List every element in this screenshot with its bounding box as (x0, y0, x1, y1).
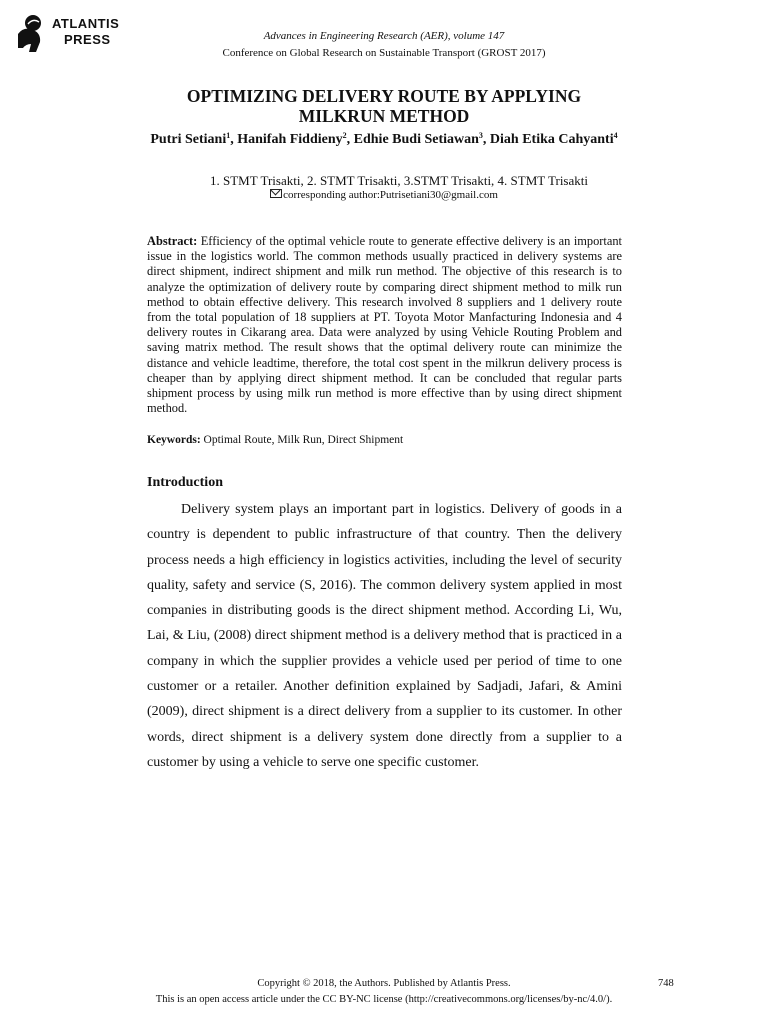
series-header: Advances in Engineering Research (AER), volume 147 (263, 30, 505, 42)
publisher-logo[interactable] (14, 14, 124, 58)
affiliations: 1. STMT Trisakti, 2. STMT Trisakti, 3.STMT Trisakti, 4. STMT Trisakti (210, 173, 588, 188)
abstract-label: Abstract: (147, 234, 198, 248)
paper-title: OPTIMIZING DELIVERY ROUTE BY APPLYING MILKRUN METHOD (186, 86, 582, 126)
envelope-icon (270, 189, 282, 198)
author-name: Putri Setiani (150, 132, 227, 147)
corresponding-email[interactable]: corresponding author:Putrisetiani30@gmail.com (150, 189, 618, 201)
section-heading-introduction: Introduction (147, 475, 223, 490)
keywords-text: Optimal Route, Milk Run, Direct Shipment (203, 434, 404, 446)
publisher-logo-text: ATLANTIS PRESS (52, 16, 120, 47)
introduction-paragraph: Delivery system plays an important part in logistics. Delivery of goods in a country is dependent to public infrastructure of that country. Then the delivery process needs a high efficiency in logistics activities, including the level of security quality, safety and service (S, 2016). The common delivery system applied in most companies in distributing goods is the direct shipment method. According Li, Wu, Lai, & Liu, (2008) direct shipment method is a delivery method that is practiced in a company in which the supplier provides a vehicle used per period of time to one customer or a retailer. Another definition explained by Sadjadi, Jafari, & Amini (2009), direct shipment is a direct delivery from a supplier to its customer. In other words, direct shipment is a delivery system done directly from a supplier to a customer by using a vehicle to serve one specific customer. (147, 502, 622, 770)
atlas-figure-icon (14, 14, 48, 54)
copyright-notice: Copyright © 2018, the Authors. Published by Atlantis Press. (257, 978, 511, 989)
keywords-label: Keywords: (147, 434, 201, 446)
author-name: Edhie Budi Setiawan (353, 132, 479, 147)
keywords (147, 433, 622, 447)
license-notice[interactable]: This is an open access article under the CC BY-NC license (http://creativecommons.org/licenses/by-nc/4.0/). (155, 994, 613, 1005)
abstract-text: Efficiency of the optimal vehicle route to generate effective delivery is an important issue in the logistics world. The common methods usually practiced in delivery systems are direct shipment, indirect shipment and milk run method. The objective of this research is to analyze the optimization of delivery route by comparing direct shipment method to milk run method to obtain effective delivery. This research involved 8 suppliers and 1 delivery route from the total population of 18 suppliers at PT. Toyota Motor Manfacturing Indonesia and 4 delivery routes in Cikarang area. Data were analyzed by using Vehicle Routing Problem and saving matrix method. The result shows that the optimal delivery route can minimize the distance and vehicle leadtime, therefore, the total cost spent in the milkrun delivery process is cheaper than by applying direct shipment method. It can be concluded that regular parts shipment process by using milk run method is more effective than by using direct shipment method. (147, 234, 622, 416)
page-number: 748 (658, 978, 674, 989)
author-name: Diah Etika Cahyanti (489, 132, 614, 147)
conference-header: Conference on Global Research on Sustainable Transport (GROST 2017) (222, 47, 546, 59)
abstract (147, 234, 622, 416)
author-name: Hanifah Fiddieny (237, 132, 343, 147)
author-list: Putri Setiani$^1$, Hanifah Fiddieny$^2$, Edhie Budi Setiawan$^3$, Diah Etika Cahyanti$^4$ (150, 131, 618, 147)
